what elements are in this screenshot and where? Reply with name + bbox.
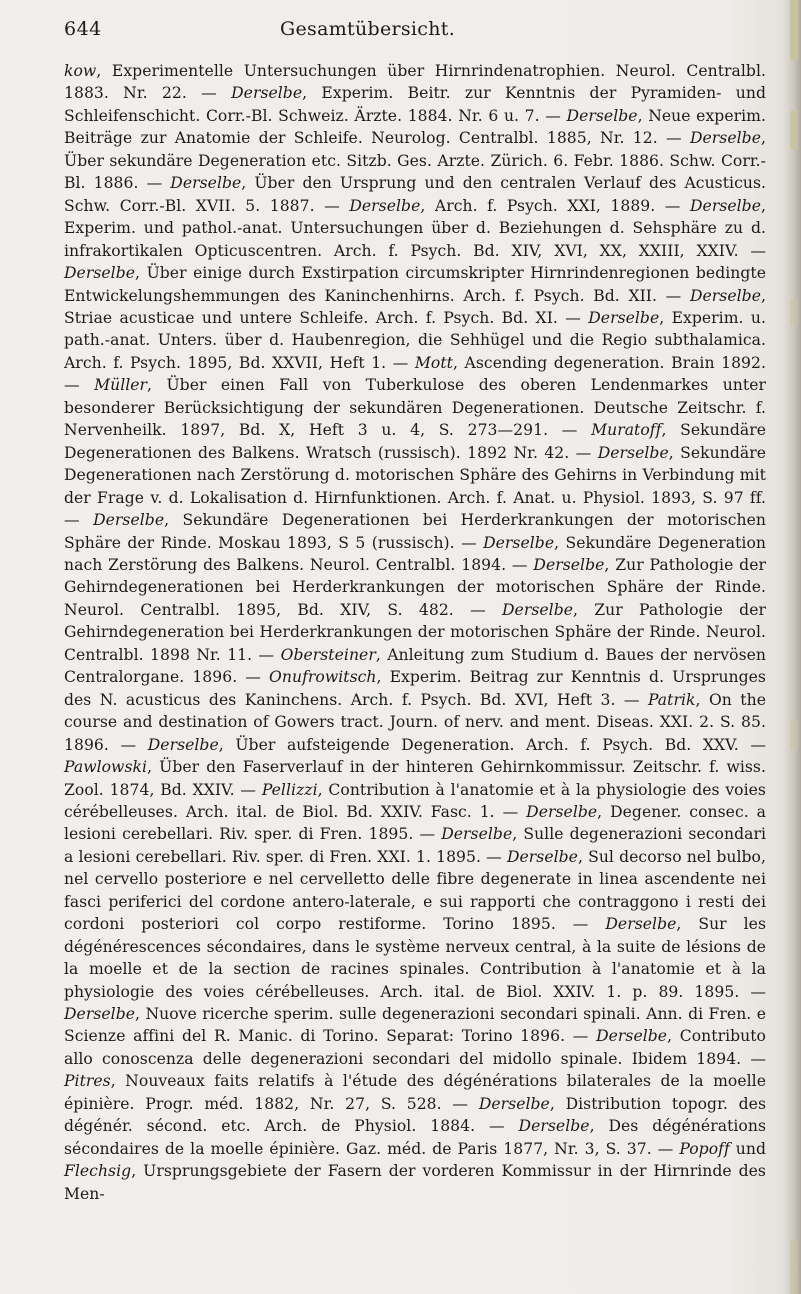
author-name: Derselbe: [478, 1094, 550, 1113]
author-name: Derselbe: [689, 129, 761, 148]
author-name: Derselbe: [349, 196, 421, 215]
citation-text: , Striae acusticae und untere Schleife. Arch. f. Psych. Bd. XI. —: [64, 286, 766, 327]
citation-text: , Experim. u. path.-anat. Unters. über d. Haubenregion, die Sehhügel und die Regio subthalamica. Arch. f. Psych. 1895, Bd. XXVII, Heft 1. —: [64, 308, 766, 372]
citation-text: , Experimentelle Untersuchungen über Hirnrindenatrophien. Neurol. Centralbl. 1883. Nr. 22. —: [64, 62, 766, 103]
citation-text: , Des dégénérations sécondaires de la moelle épinière. Gaz. méd. de Paris 1877, Nr. 3, S. 37. —: [64, 1117, 766, 1158]
citation-text: , Über sekundäre Degeneration etc. Sitzb. Ges. Arzte. Zürich. 6. Febr. 1886. Schw. Corr.-Bl. 1886. —: [64, 129, 766, 193]
author-name: Derselbe: [64, 1005, 136, 1024]
author-name: Derselbe: [441, 825, 513, 844]
citation-text: , Über den Faserverlauf in der hinteren Gehirnkommissur. Zeitschr. f. wiss. Zool. 1874, Bd. XXIV. —: [64, 758, 766, 799]
author-name: Derselbe: [689, 196, 761, 215]
citation-text: , Über einige durch Exstirpation circumskripter Hirnrindenregionen bedingte Entwickelungshemmungen des Kaninchenhirns. Arch. f. Psych. Bd. XII. —: [64, 264, 766, 305]
page-header: [64, 18, 764, 46]
author-name: Derselbe: [170, 174, 242, 193]
citation-text: , Degener. consec. a lesioni cerebellari. Riv. sper. di Fren. 1895. —: [64, 802, 766, 844]
author-name: kow: [64, 62, 97, 80]
citation-text: , Über aufsteigende Degeneration. Arch. f. Psych. Bd. XXV. —: [218, 735, 766, 754]
citation-text: und: [729, 1139, 766, 1158]
author-name: Pitres: [64, 1072, 111, 1091]
citation-text: , Experim. und pathol.-anat. Untersuchungen über d. Beziehungen d. Sehsphäre zu d. infrakortikalen Opticuscentren. Arch. f. Psych. Bd. XIV, XVI, XX, XXIII, XXIV. —: [64, 196, 767, 260]
page-edge: [783, 0, 801, 1294]
citation-text: , Sul decorso nel bulbo, nel cervello posteriore e nel cervelletto delle fibre degenerate in linea ascendente nei fasci periferici del cordone antero-laterale, e sui rapporti che contraggono i resti dei cordoni posteriori col corpo restiforme. Torino 1895. —: [64, 847, 766, 934]
citation-text: , Sekundäre Degenerationen nach Zerstörung d. motorischen Sphäre des Gehirns in Verbindung mit der Frage v. d. Lokalisation d. Hirnfunktionen. Arch. f. Anat. u. Physiol. 1893, S. 97 ff. —: [64, 443, 766, 530]
citation-text: , Zur Pathologie der Gehirndegenerationen bei Herderkrankungen der motorischen Sphäre der Rinde. Neurol. Centralbl. 1895, Bd. XIV, S. 482. —: [64, 555, 766, 619]
author-name: Derselbe: [526, 802, 598, 821]
author-name: Müller: [94, 376, 148, 395]
citation-text: , Sur les dégénérescences sécondaires, dans le système nerveux central, à la suite de lésions de la moelle et de la section de racines spinales. Contribution à l'anatomie et à la physiologie des voies cérébelleuses. Arch. ital. de Biol. XXIV. 1. p. 89. 1895. —: [64, 915, 766, 1001]
author-name: Derselbe: [597, 443, 669, 462]
author-name: Derselbe: [533, 555, 605, 574]
page-edge-tab: [790, 110, 798, 150]
author-name: Patrik: [647, 690, 696, 709]
citation-text: , Sekundäre Degeneration nach Zerstörung des Balkens. Neurol. Centralbl. 1894. —: [64, 533, 766, 574]
citation-text: , Nouveaux faits relatifs à l'étude des dégénérations bilaterales de la moelle épinière. Progr. méd. 1882, Nr. 27, S. 528. —: [64, 1072, 766, 1113]
author-name: Derselbe: [566, 106, 638, 125]
citation-text: , Distribution topogr. des dégénér. sécond. etc. Arch. de Physiol. 1884. —: [64, 1094, 766, 1136]
citation-text: , Zur Pathologie der Gehirndegeneration bei Herderkrankungen der motorischen Sphäre der Rinde. Neurol. Centralbl. 1898 Nr. 11. —: [64, 600, 766, 664]
citation-text: , Sekundäre Degenerationen bei Herderkrankungen der motorischen Sphäre der Rinde. Moskau 1893, S 5 (russisch). —: [64, 511, 766, 552]
bibliography-text: [64, 60, 766, 1205]
author-name: Muratoff: [591, 421, 662, 440]
citation-text: , Nuove ricerche sperim. sulle degenerazioni secondari spinali. Ann. di Fren. e Scienze affini del R. Manic. di Torino. Separat: Torino 1896. —: [64, 1005, 766, 1046]
author-name: Derselbe: [64, 264, 136, 283]
citation-text: , Ursprungsgebiete der Fasern der vorderen Kommissur in der Hirnrinde des Men-: [64, 1162, 766, 1203]
author-name: Derselbe: [147, 735, 219, 754]
author-name: Derselbe: [502, 600, 574, 619]
citation-text: , Neue experim. Beiträge zur Anatomie der Schleife. Neurolog. Centralbl. 1885, Nr. 12. —: [64, 106, 766, 148]
author-name: Pawlowski: [64, 758, 148, 777]
author-name: Derselbe: [506, 847, 578, 866]
author-name: Derselbe: [93, 511, 165, 530]
author-name: Derselbe: [518, 1117, 590, 1136]
citation-text: , Über den Ursprung und den centralen Verlauf des Acusticus. Schw. Corr.-Bl. XVII. 5. 1887. —: [64, 174, 766, 215]
author-name: Derselbe: [596, 1027, 668, 1046]
citation-text: , Experim. Beitrag zur Kenntnis d. Ursprunges des N. acusticus des Kaninchens. Arch. f. Psych. Bd. XVI, Heft 3. —: [64, 668, 766, 709]
author-name: Obersteiner: [280, 645, 376, 664]
citation-text: , On the course and destination of Gowers tract. Journ. of nerv. and ment. Diseas. XXI. 2. S. 85. 1896. —: [64, 690, 766, 754]
author-name: Popoff: [679, 1139, 730, 1158]
running-head: Gesamtübersicht.: [280, 18, 456, 40]
citation-text: , Contribution à l'anatomie et à la physiologie des voies cérébelleuses. Arch. ital. de Biol. Bd. XXIV. Fasc. 1. —: [64, 780, 766, 821]
author-name: Derselbe: [588, 308, 660, 327]
page-edge-tab: [790, 720, 798, 750]
citation-text: , Ascending degeneration. Brain 1892. —: [64, 353, 766, 395]
citation-text: , Arch. f. Psych. XXI, 1889. —: [420, 196, 690, 215]
author-name: Flechsig: [64, 1162, 132, 1181]
bibliography-paragraph: [64, 60, 766, 1205]
citation-text: , Anleitung zum Studium d. Baues der nervösen Centralorgane. 1896. —: [64, 645, 766, 687]
author-name: Pellizzi: [261, 780, 318, 799]
citation-text: , Sulle degenerazioni secondari a lesioni cerebellari. Riv. sper. di Fren. XXI. 1. 1895. —: [64, 825, 766, 866]
page-number: 644: [64, 18, 102, 40]
author-name: Derselbe: [689, 286, 761, 305]
citation-text: , Sekundäre Degenerationen des Balkens. Wratsch (russisch). 1892 Nr. 42. —: [64, 421, 766, 462]
page-edge-tab: [790, 300, 798, 325]
page-edge-tab: [790, 0, 798, 60]
citation-text: , Experim. Beitr. zur Kenntnis der Pyramiden- und Schleifenschicht. Corr.-Bl. Schweiz. Ärzte. 1884. Nr. 6 u. 7. —: [64, 84, 766, 125]
author-name: Derselbe: [231, 84, 303, 103]
author-name: Derselbe: [605, 915, 677, 934]
page-edge-tab: [790, 1240, 798, 1294]
author-name: Onufrowitsch: [269, 668, 377, 687]
citation-text: , Contributo allo conoscenza delle degenerazioni secondari del midollo spinale. Ibidem 1894. —: [64, 1027, 766, 1068]
author-name: Derselbe: [483, 533, 555, 552]
citation-text: , Über einen Fall von Tuberkulose des oberen Lendenmarkes unter besonderer Berücksichtigung der sekundären Degenerationen. Deutsche Zeitschr. f. Nervenheilk. 1897, Bd. X, Heft 3 u. 4, S. 273—291. —: [64, 376, 766, 440]
author-name: Mott: [414, 353, 453, 372]
